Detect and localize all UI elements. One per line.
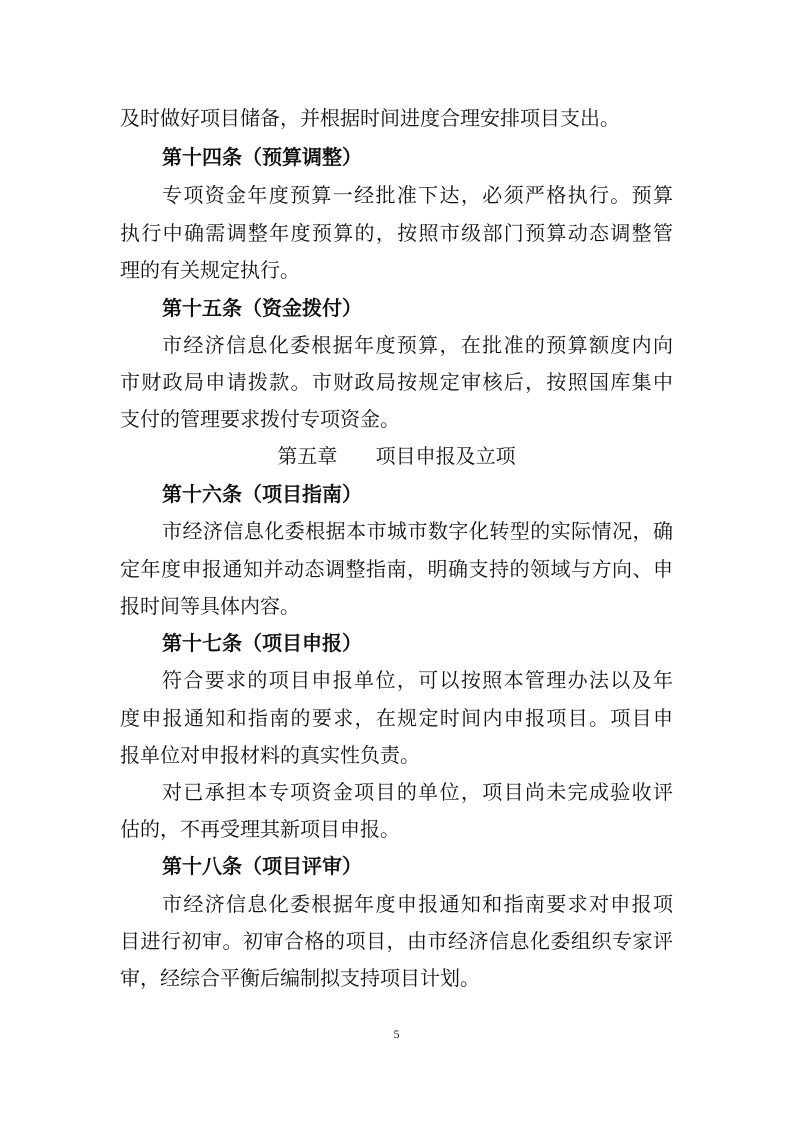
body-text-line: 符合要求的项目申报单位，可以按照本管理办法以及年 xyxy=(162,668,673,692)
body-text-line: 报单位对申报材料的真实性负责。 xyxy=(120,743,420,767)
article-18-heading: 第十八条（项目评审） xyxy=(162,854,362,878)
body-text-line: 对已承担本专项资金项目的单位，项目尚未完成验收评 xyxy=(162,780,673,804)
body-text-line: 专项资金年度预算一经批准下达，必须严格执行。预算 xyxy=(162,183,673,207)
article-15-heading: 第十五条（资金拨付） xyxy=(162,296,362,320)
body-text-line: 估的，不再受理其新项目申报。 xyxy=(120,817,400,841)
chapter-5-heading: 第五章 项目申报及立项 xyxy=(277,444,516,468)
article-17-heading: 第十七条（项目申报） xyxy=(162,631,362,655)
page-number: 5 xyxy=(393,1027,400,1041)
body-text-line: 审，经综合平衡后编制拟支持项目计划。 xyxy=(120,966,480,990)
body-text-line: 定年度申报通知并动态调整指南，明确支持的领域与方向、申 xyxy=(120,557,673,581)
body-text-line: 理的有关规定执行。 xyxy=(120,258,300,282)
body-text-line: 目进行初审。初审合格的项目，由市经济信息化委组织专家评 xyxy=(120,929,673,953)
body-text-line: 度申报通知和指南的要求，在规定时间内申报项目。项目申 xyxy=(120,706,673,730)
body-text-line: 市财政局申请拨款。市财政局按规定审核后，按照国库集中 xyxy=(120,370,673,394)
body-text-line: 执行中确需调整年度预算的，按照市级部门预算动态调整管 xyxy=(120,221,673,245)
body-text-line: 支付的管理要求拨付专项资金。 xyxy=(120,407,400,431)
body-text-line: 报时间等具体内容。 xyxy=(120,594,300,618)
body-text-line: 及时做好项目储备，并根据时间进度合理安排项目支出。 xyxy=(120,106,620,130)
article-16-heading: 第十六条（项目指南） xyxy=(162,482,362,506)
body-text-line: 市经济信息化委根据年度预算，在批准的预算额度内向 xyxy=(162,333,673,357)
body-text-line: 市经济信息化委根据本市城市数字化转型的实际情况，确 xyxy=(162,519,673,543)
article-14-heading: 第十四条（预算调整） xyxy=(162,145,362,169)
body-text-line: 市经济信息化委根据年度申报通知和指南要求对申报项 xyxy=(162,892,673,916)
